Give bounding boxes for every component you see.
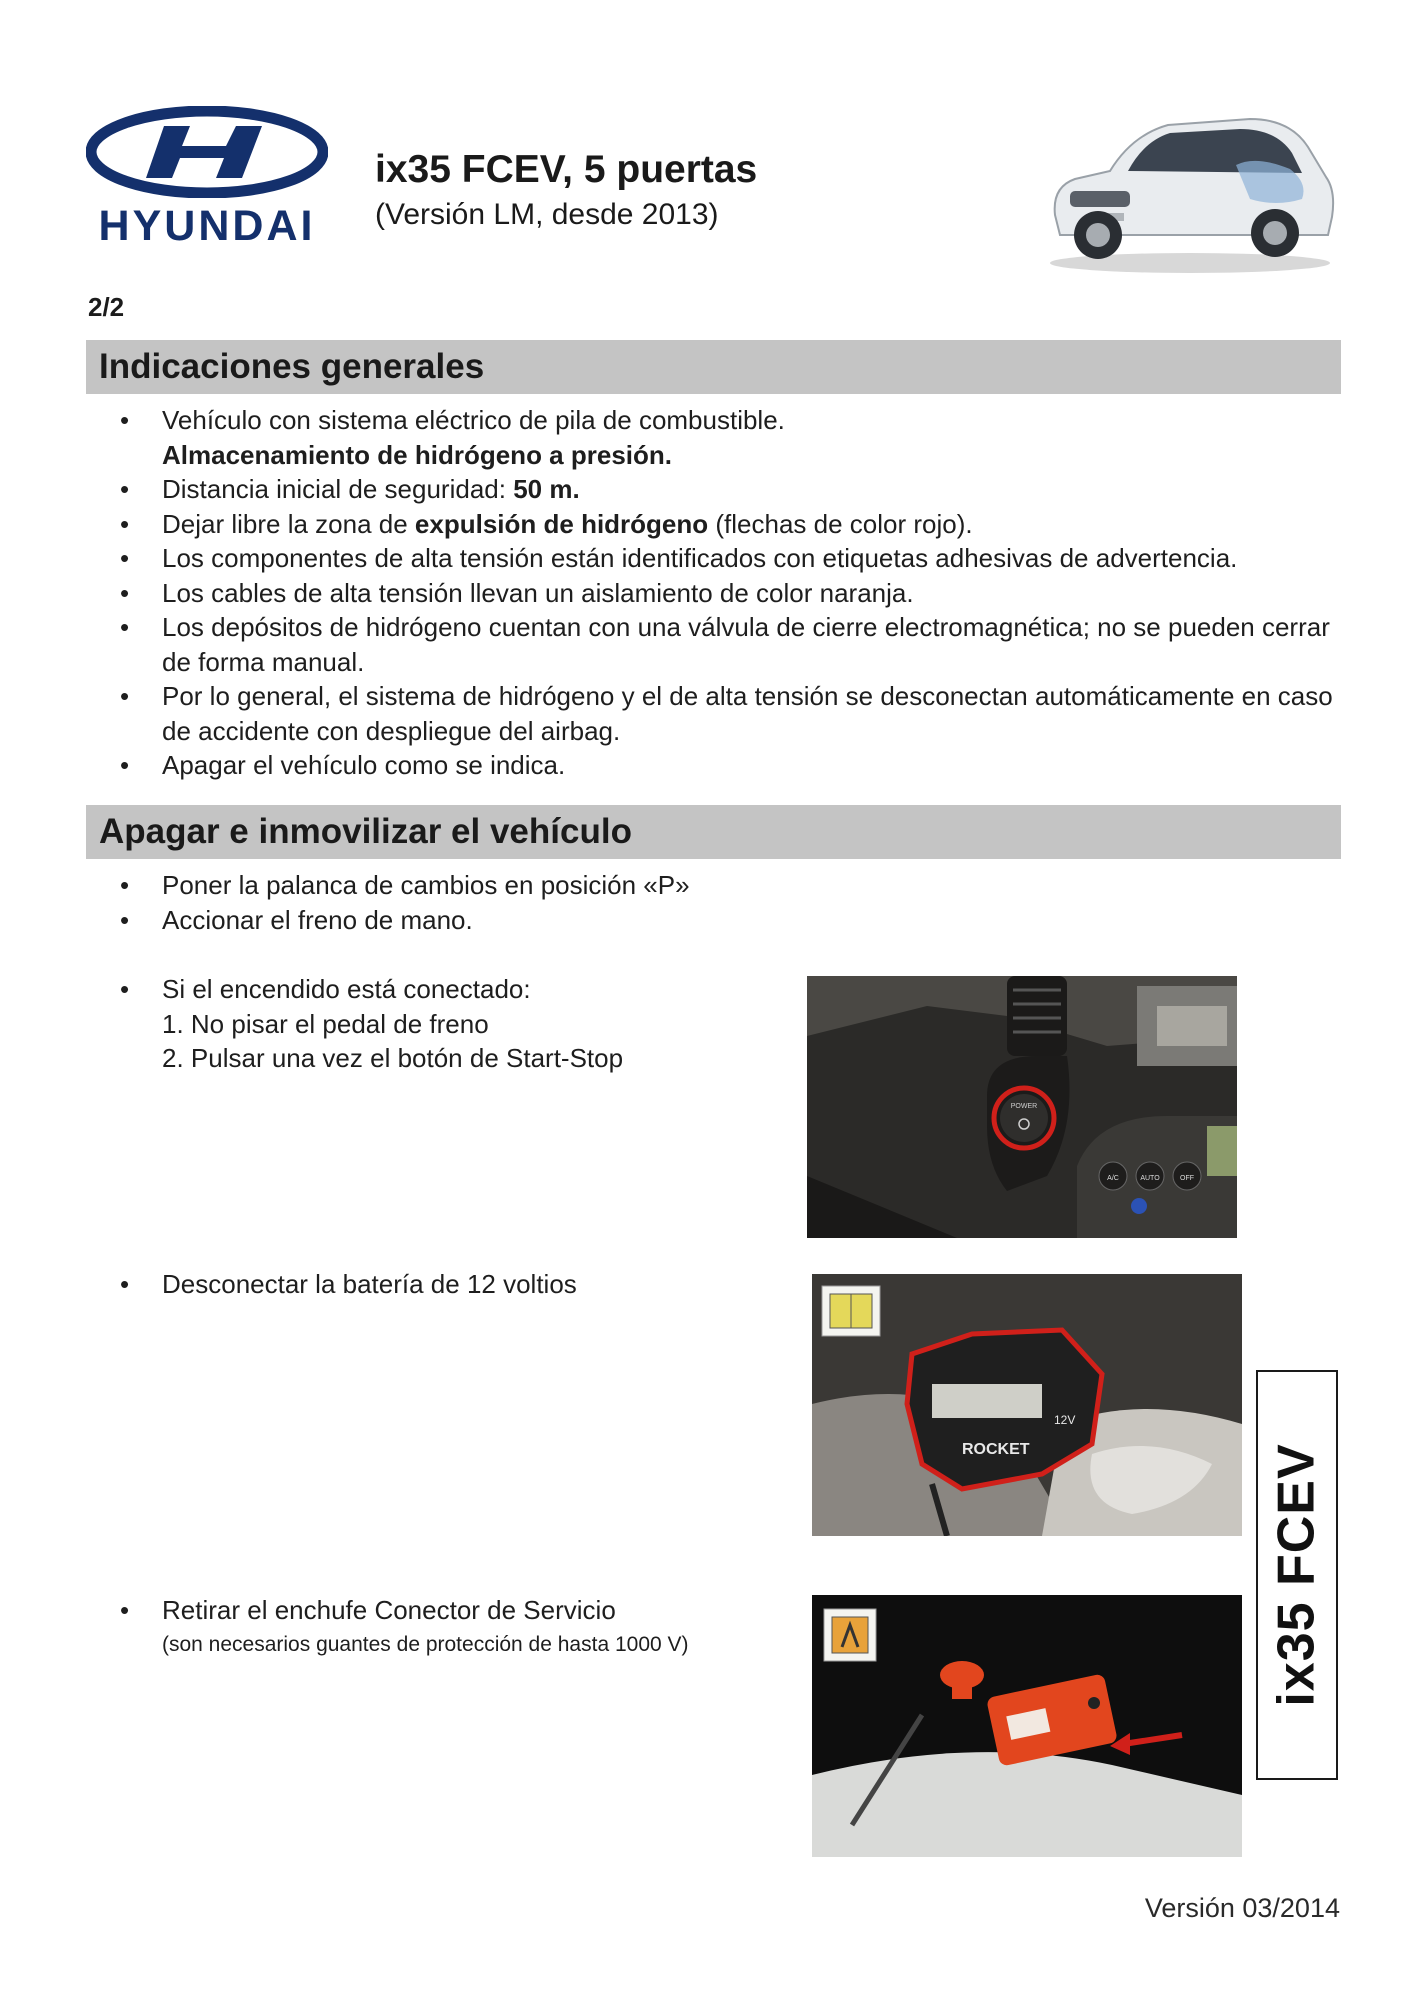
document-title: ix35 FCEV, 5 puertas <box>375 148 758 191</box>
step-text: Si el encendido está conectado: <box>162 974 531 1004</box>
brand-name: HYUNDAI <box>98 202 316 250</box>
list-item: • Dejar libre la zona de expulsión de hidrógeno (flechas de color rojo). <box>120 507 1335 542</box>
start-stop-button-photo <box>807 976 1237 1238</box>
ac-label: A/C <box>1107 1175 1119 1182</box>
general-notes-list <box>120 403 1335 783</box>
battery-brand-label: ROCKET <box>962 1441 1030 1458</box>
side-model-label <box>1256 1370 1338 1780</box>
step-note: (son necesarios guantes de protección de hasta 1000 V) <box>162 1632 689 1656</box>
step-battery: • Desconectar la batería de 12 voltios <box>120 1267 577 1302</box>
shutdown-steps-list <box>120 868 1335 937</box>
car-image <box>1040 95 1340 275</box>
section-heading-text: Apagar e inmovilizar el vehículo <box>99 812 632 851</box>
hyundai-logo <box>86 106 328 203</box>
battery-voltage-label: 12V <box>1054 1413 1076 1427</box>
section-heading-text: Indicaciones generales <box>99 347 485 386</box>
list-item: • Accionar el freno de mano. <box>120 903 1335 938</box>
power-label: POWER <box>1010 1103 1038 1110</box>
list-item: • Por lo general, el sistema de hidrógeno y el de alta tensión se desconectan automáticamente en caso de accidente con despliegue del airbag. <box>120 679 1335 748</box>
list-item: • Poner la palanca de cambios en posición «P» <box>120 868 1335 903</box>
off-label: OFF <box>1180 1175 1194 1182</box>
battery-photo <box>812 1274 1242 1536</box>
list-item: • Los componentes de alta tensión están identificados con etiquetas adhesivas de advertencia. <box>120 541 1335 576</box>
list-item: • Vehículo con sistema eléctrico de pila de combustible. Almacenamiento de hidrógeno a presión. <box>120 403 1335 472</box>
side-label-text: ix35 FCEV <box>1268 1443 1326 1707</box>
document-subtitle: (Versión LM, desde 2013) <box>375 198 719 231</box>
section-heading-general <box>86 340 1341 394</box>
section-heading-shutdown <box>86 805 1341 859</box>
substep: 2. Pulsar una vez el botón de Start-Stop <box>162 1043 624 1073</box>
document-version: Versión 03/2014 <box>1144 1893 1340 1923</box>
service-plug-photo <box>812 1595 1242 1857</box>
step-text: Retirar el enchufe Conector de Servicio <box>162 1595 616 1625</box>
auto-label: AUTO <box>1140 1175 1160 1182</box>
step-ignition: • Si el encendido está conectado: 1. No pisar el pedal de freno 2. Pulsar una vez el botón de Start-Stop <box>120 972 623 1076</box>
list-item: • Apagar el vehículo como se indica. <box>120 748 1335 783</box>
list-item: • Los cables de alta tensión llevan un aislamiento de color naranja. <box>120 576 1335 611</box>
list-item: • Distancia inicial de seguridad: 50 m. <box>120 472 1335 507</box>
step-service-plug: • Retirar el enchufe Conector de Servicio (son necesarios guantes de protección de hasta 1000 V) <box>120 1593 689 1662</box>
list-item: • Los depósitos de hidrógeno cuentan con una válvula de cierre electromagnética; no se pueden cerrar de forma manual. <box>120 610 1335 679</box>
substep: 1. No pisar el pedal de freno <box>162 1008 489 1039</box>
page-number: 2/2 <box>88 292 125 322</box>
step-text: Desconectar la batería de 12 voltios <box>162 1269 577 1299</box>
